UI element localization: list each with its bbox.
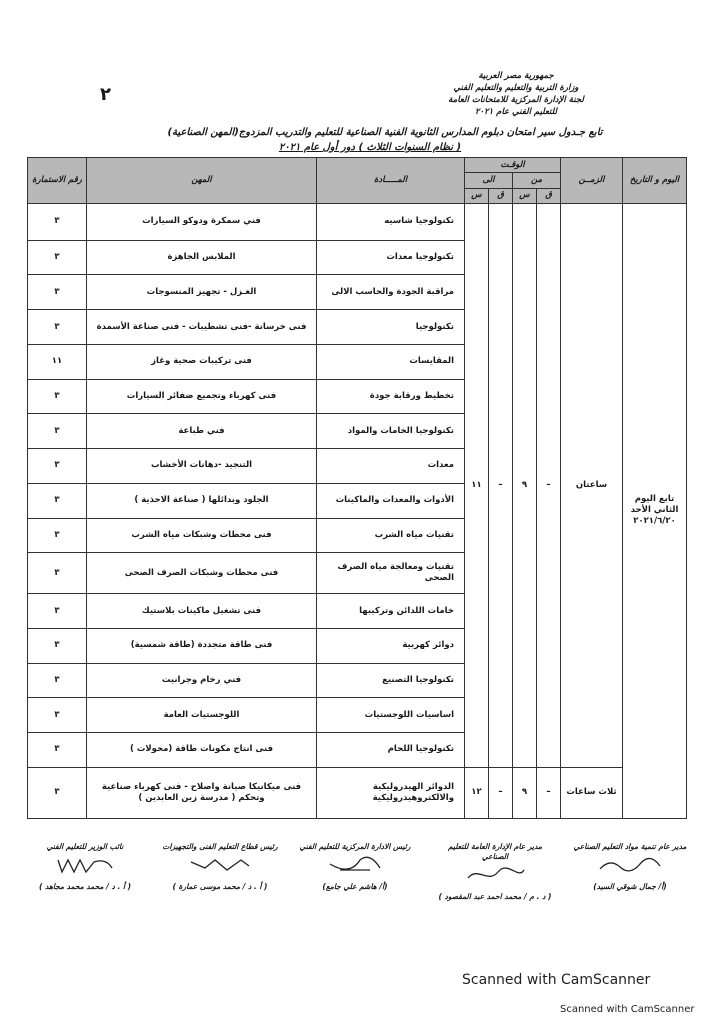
- form-number-cell: ٣: [28, 310, 87, 345]
- ministry-header: [396, 70, 636, 118]
- signature-title: نائب الوزير للتعليم الفني: [46, 842, 124, 851]
- profession-cell: فني سمكرة ودوكو السيارات: [87, 203, 317, 240]
- profession-cell: فني رخام وجرانيت: [87, 663, 317, 698]
- form-number-cell: ٣: [28, 240, 87, 275]
- exam-schedule-table: [27, 157, 687, 819]
- subject-cell: تكنولوجيا اللحام: [317, 733, 465, 768]
- profession-cell: فنى ميكانيكا صيانة واصلاح - فنى كهرباء صناعية وتحكم ( مدرسة زين العابدين ): [87, 767, 317, 818]
- form-number-cell: ٣: [28, 663, 87, 698]
- header-line: لجنة الإدارة المركزية للامتحانات العامة: [448, 95, 584, 105]
- header-to-minutes: ق: [489, 188, 513, 203]
- header-to-hours: س: [465, 188, 489, 203]
- subject-cell: تقنيات ومعالجة مياه الصرف الصحى: [317, 553, 465, 594]
- header-time: الوقـت: [465, 158, 561, 173]
- profession-cell: فنى كهرباء وتجميع ضفائر السيارات: [87, 379, 317, 414]
- profession-cell: فني طباعة: [87, 414, 317, 449]
- subject-cell: تقنيات مياه الشرب: [317, 518, 465, 553]
- header-from-hours: س: [513, 188, 537, 203]
- handwritten-signature: [570, 852, 690, 878]
- header-to: الى: [465, 173, 513, 188]
- profession-cell: فنى طاقة متجددة (طاقة شمسية): [87, 628, 317, 663]
- table-row: [28, 767, 687, 818]
- day-date-cell: تابع اليوم الثاني الأحد ٢٠٢١/٦/٢٠: [623, 203, 687, 818]
- document-subtitle: ( نظام السنوات الثلاث ) دور أول عام ٢٠٢١: [278, 142, 462, 153]
- to-hours-cell: ١١: [465, 203, 489, 767]
- camscanner-watermark: Scanned with CamScanner: [462, 972, 651, 988]
- profession-cell: اللوجستيات العامة: [87, 698, 317, 733]
- form-number-cell: ٣: [28, 767, 87, 818]
- form-number-cell: ٣: [28, 449, 87, 484]
- subject-cell: المقايسات: [317, 344, 465, 379]
- from-hours-cell: ٩: [513, 203, 537, 767]
- header-profession: المهن: [87, 158, 317, 204]
- from-minutes-cell: –: [537, 203, 561, 767]
- form-number-cell: ٣: [28, 518, 87, 553]
- profession-cell: الملابس الجاهزة: [87, 240, 317, 275]
- form-number-cell: ٣: [28, 594, 87, 629]
- subject-cell: الأدوات والمعدات والماكينات: [317, 483, 465, 518]
- signature: [160, 842, 280, 892]
- form-number-cell: ٣: [28, 275, 87, 310]
- subject-cell: تكنولوجيا: [317, 310, 465, 345]
- to-minutes-cell: –: [489, 767, 513, 818]
- table-row: [28, 203, 687, 240]
- signature: [25, 842, 145, 892]
- signature: [435, 842, 555, 902]
- profession-cell: الجلود وبدائلها ( صناعة الاحذية ): [87, 483, 317, 518]
- signature-title: مدير عام الإدارة العامة للتعليم الصناعي: [447, 842, 543, 861]
- signature: [295, 842, 415, 892]
- profession-cell: فنى محطات وشبكات الصرف الصحى: [87, 553, 317, 594]
- header-line: وزارة التربية والتعليم والتعليم الفني: [453, 83, 579, 93]
- to-hours-cell: ١٢: [465, 767, 489, 818]
- form-number-cell: ٣: [28, 379, 87, 414]
- profession-cell: فنى تركيبات صحية وغاز: [87, 344, 317, 379]
- form-number-cell: ٣: [28, 733, 87, 768]
- subject-cell: خامات اللدائن وتركيبها: [317, 594, 465, 629]
- header-line: جمهورية مصر العربية: [478, 71, 554, 81]
- form-number-cell: ٣: [28, 553, 87, 594]
- duration-cell: ثلاث ساعات: [561, 767, 623, 818]
- profession-cell: فنى انتاج مكونات طاقة (محولات ): [87, 733, 317, 768]
- subject-cell: اساسيات اللوجستيات: [317, 698, 465, 733]
- header-line: للتعليم الفني عام ٢٠٢١: [474, 107, 558, 117]
- signature: [570, 842, 690, 892]
- signature-name: (أ/ هاشم علي جامع): [322, 882, 388, 891]
- handwritten-signature: [25, 852, 145, 878]
- subject-cell: معدات: [317, 449, 465, 484]
- form-number-cell: ٣: [28, 483, 87, 518]
- duration-cell: ساعتان: [561, 203, 623, 767]
- subject-cell: تكنولوجيا معدات: [317, 240, 465, 275]
- profession-cell: فنى محطات وشبكات مياه الشرب: [87, 518, 317, 553]
- subject-cell: مراقبة الجودة والحاسب الالى: [317, 275, 465, 310]
- header-duration: الزمــن: [561, 158, 623, 204]
- handwritten-signature: [295, 852, 415, 878]
- subject-cell: تكنولوجيا التصنيع: [317, 663, 465, 698]
- signature-title: مدير عام تنمية مواد التعليم الصناعي: [573, 842, 687, 851]
- camscanner-watermark-small: Scanned with CamScanner: [560, 1004, 695, 1015]
- subject-cell: دوائر كهربية: [317, 628, 465, 663]
- signature-title: رئيس الادارة المركزية للتعليم الفني: [299, 842, 411, 851]
- signature-name: ( أ . د / محمد محمد مجاهد ): [38, 882, 132, 891]
- header-from: من: [513, 173, 561, 188]
- form-number-cell: ٣: [28, 203, 87, 240]
- profession-cell: فنى خرسانة -فنى تشطيبات - فنى صناعة الأسمدة: [87, 310, 317, 345]
- header-form-number: رقم الاستمارة: [28, 158, 87, 204]
- form-number-cell: ٣: [28, 698, 87, 733]
- subject-cell: الدوائر الهيدروليكية والالكتروهيدروليكية: [317, 767, 465, 818]
- page-number: ٢: [100, 84, 111, 105]
- from-hours-cell: ٩: [513, 767, 537, 818]
- signature-block: [20, 842, 700, 912]
- signature-name: ( د . م / محمد احمد عبد المقصود ): [438, 892, 552, 901]
- from-minutes-cell: –: [537, 767, 561, 818]
- document-title: تابع جـدول سير امتحان دبلوم المدارس الثانوية الفنية الصناعية للتعليم والتدريب المزدوج(المهن الصناعية): [167, 127, 603, 138]
- profession-cell: التنجيد -دهانات الأخشاب: [87, 449, 317, 484]
- form-number-cell: ١١: [28, 344, 87, 379]
- signature-title: رئيس قطاع التعليم الفنى والتجهيزات: [162, 842, 278, 851]
- profession-cell: فنى تشغيل ماكينات بلاستيك: [87, 594, 317, 629]
- subject-cell: تكنولوجيا الخامات والمواد: [317, 414, 465, 449]
- form-number-cell: ٣: [28, 414, 87, 449]
- header-day-date: اليوم و التاريخ: [623, 158, 687, 204]
- subject-cell: تخطيط ورقابة جودة: [317, 379, 465, 414]
- to-minutes-cell: –: [489, 203, 513, 767]
- header-subject: المـــــادة: [317, 158, 465, 204]
- form-number-cell: ٣: [28, 628, 87, 663]
- subject-cell: تكنولوجيا شاسيه: [317, 203, 465, 240]
- handwritten-signature: [160, 852, 280, 878]
- signature-name: ( أ . د / محمد موسى عمارة ): [172, 882, 268, 891]
- signature-name: (أ/ جمال شوقي السيد): [593, 882, 667, 891]
- handwritten-signature: [435, 862, 555, 888]
- profession-cell: الغـزل - تجهيز المنسوجات: [87, 275, 317, 310]
- header-from-minutes: ق: [537, 188, 561, 203]
